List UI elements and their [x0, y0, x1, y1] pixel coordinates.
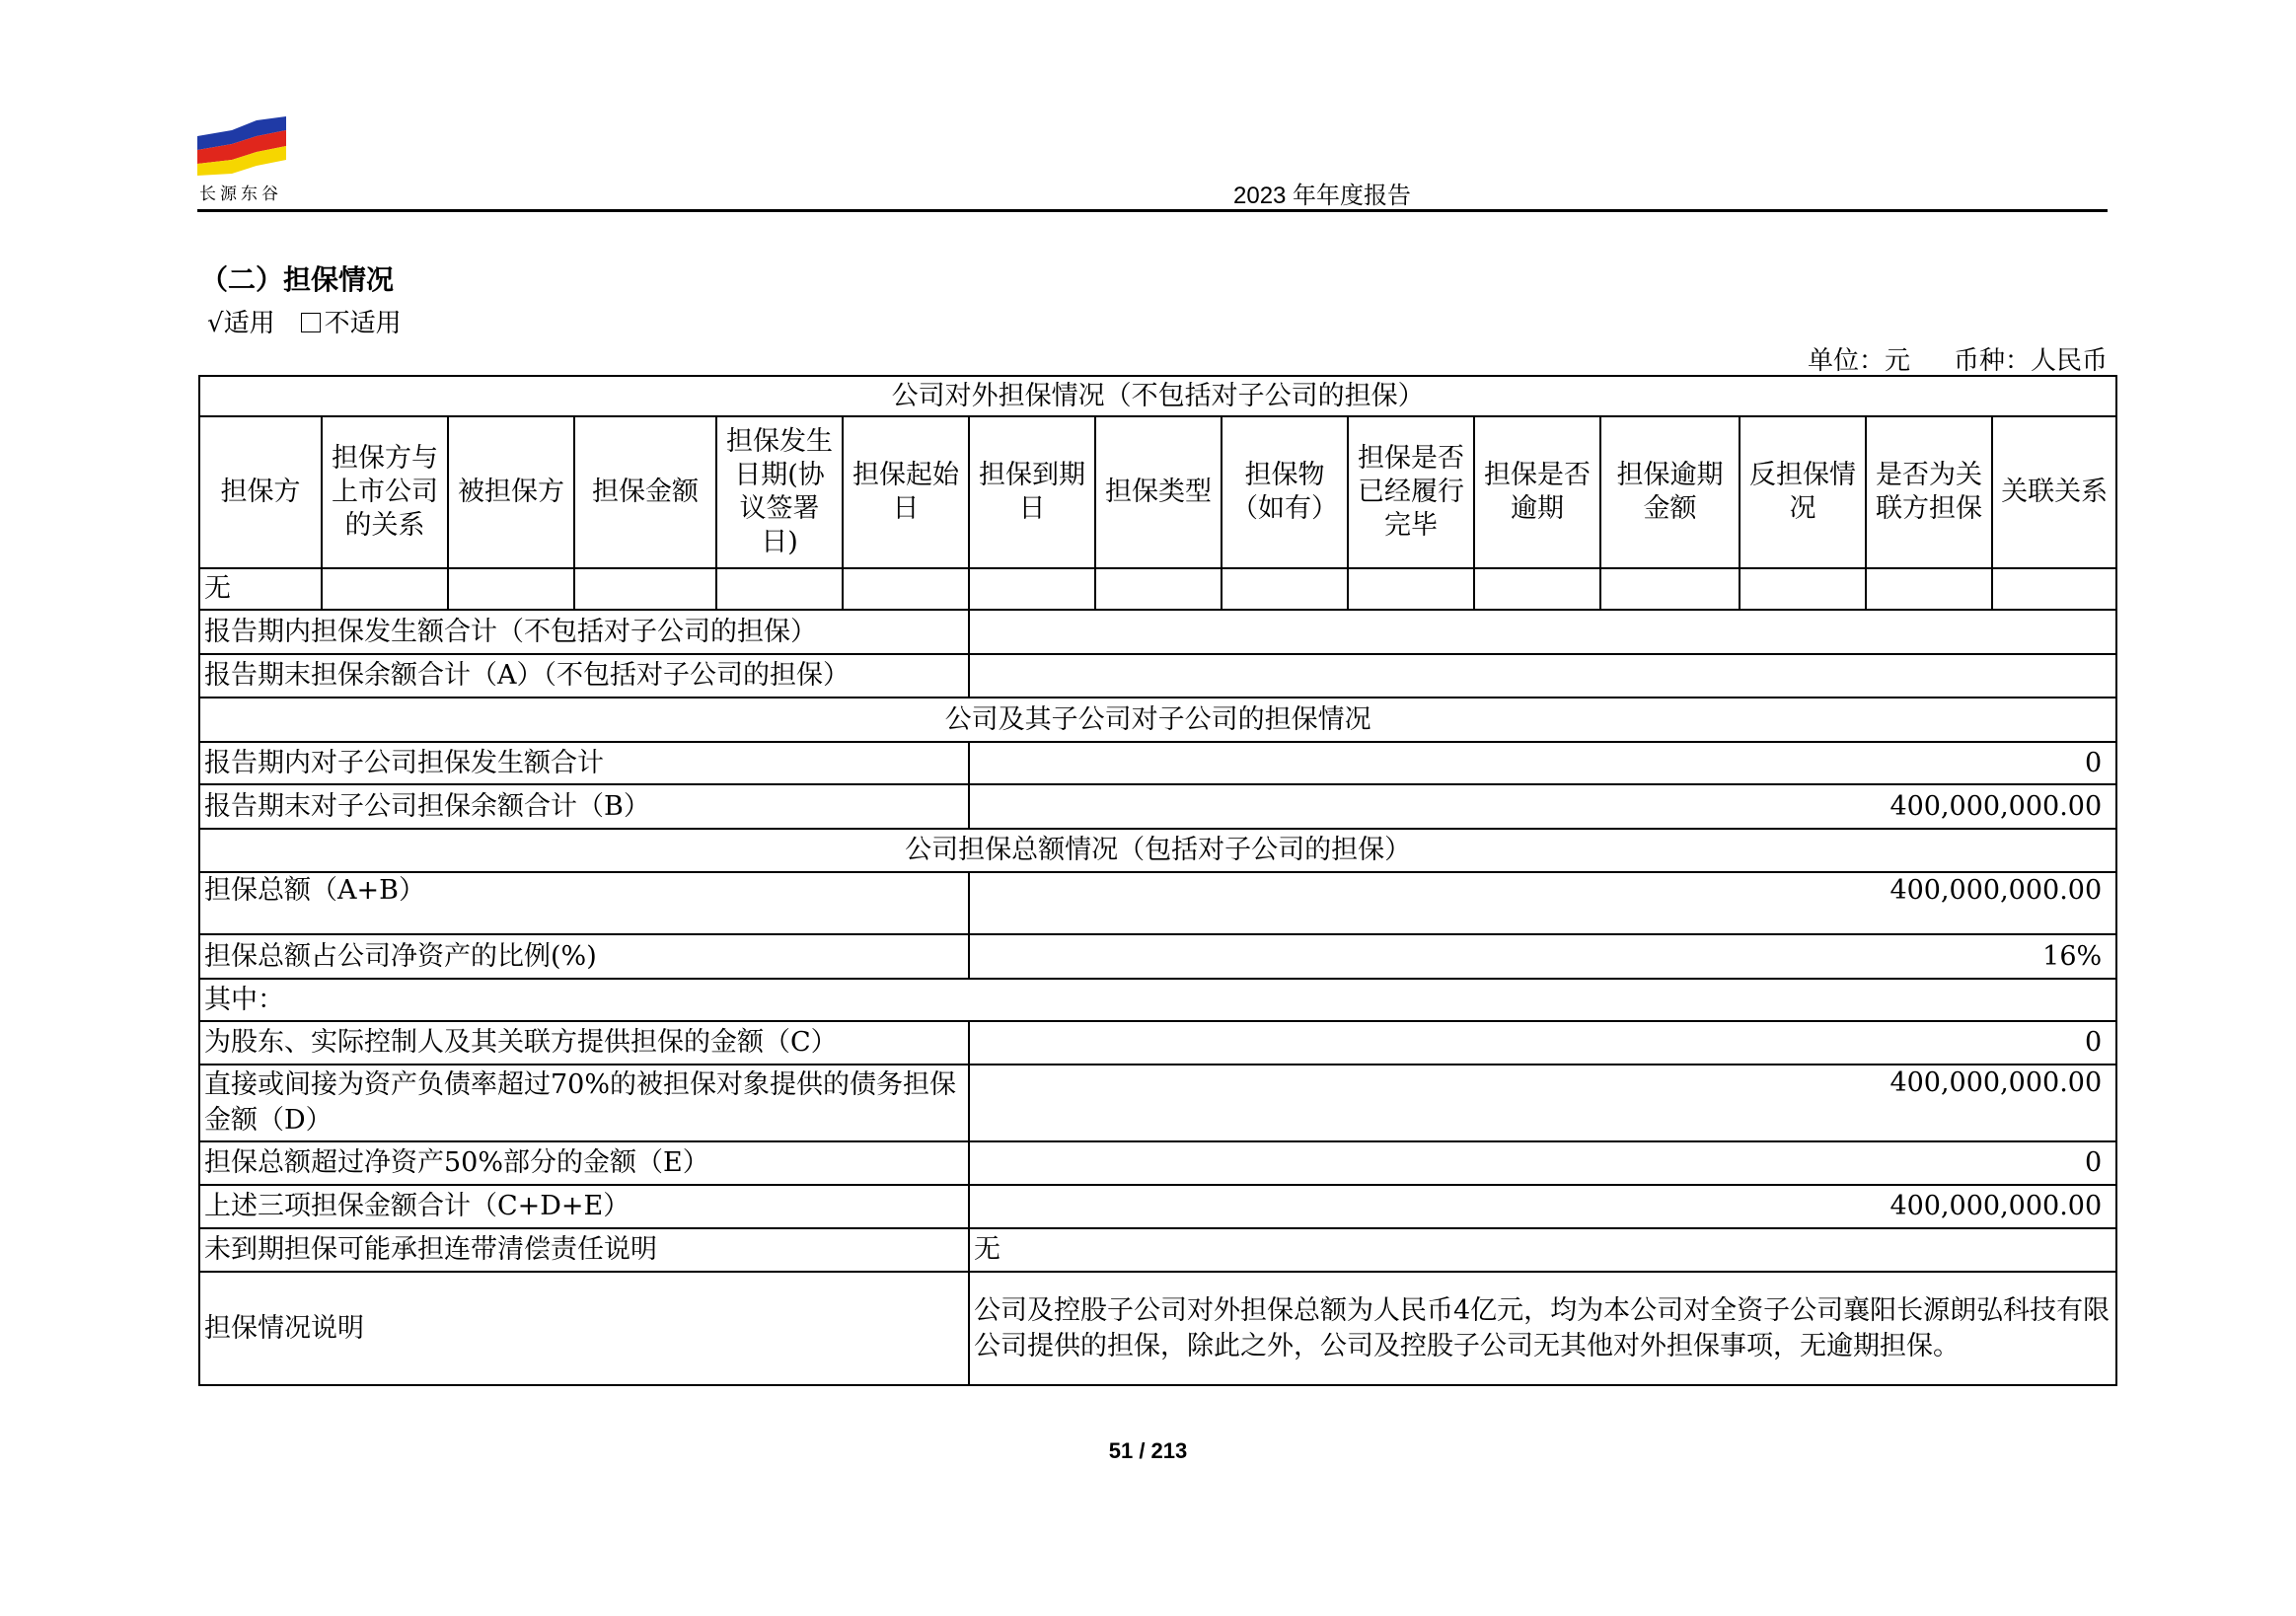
unit-label: 单位：元 — [1807, 346, 1910, 376]
row-value: 0 — [969, 742, 2116, 784]
subsidiary-guarantee-title: 公司及其子公司对子公司的担保情况 — [199, 698, 2116, 742]
column-header: 担保到期日 — [969, 416, 1095, 568]
table-row — [199, 1141, 2116, 1185]
row-label: 担保情况说明 — [199, 1272, 969, 1385]
column-header: 担保方 — [199, 416, 322, 568]
external-guarantee-title: 公司对外担保情况（不包括对子公司的担保） — [199, 376, 2116, 416]
column-header: 担保逾期金额 — [1600, 416, 1740, 568]
not-applicable-option: 不适用 — [324, 309, 402, 338]
table-cell: 无 — [199, 568, 322, 610]
row-label: 报告期末担保余额合计（A）（不包括对子公司的担保） — [199, 654, 969, 698]
unit-currency-line — [1808, 340, 2108, 377]
column-header: 担保是否已经履行完毕 — [1348, 416, 1474, 568]
column-header: 担保起始日 — [843, 416, 969, 568]
row-value: 16% — [969, 934, 2116, 979]
column-header: 担保方与上市公司的关系 — [322, 416, 448, 568]
table-row — [199, 872, 2116, 934]
row-value: 公司及控股子公司对外担保总额为人民币4亿元，均为本公司对全资子公司襄阳长源朗弘科技有限公司提供的担保，除此之外，公司及控股子公司无其他对外担保事项，无逾期担保。 — [969, 1272, 2116, 1385]
row-value — [969, 654, 2116, 698]
column-header: 担保物（如有） — [1222, 416, 1348, 568]
row-label: 直接或间接为资产负债率超过70%的被担保对象提供的债务担保金额（D） — [199, 1065, 969, 1141]
row-label: 其中： — [199, 979, 2116, 1021]
table-row — [199, 979, 2116, 1021]
column-header: 担保类型 — [1095, 416, 1222, 568]
table-row — [199, 1065, 2116, 1141]
column-header: 担保金额 — [574, 416, 716, 568]
row-label: 上述三项担保金额合计（C+D+E） — [199, 1185, 969, 1228]
row-label: 报告期内对子公司担保发生额合计 — [199, 742, 969, 784]
column-header: 被担保方 — [448, 416, 574, 568]
header-divider — [197, 209, 2108, 212]
row-label: 担保总额超过净资产50%部分的金额（E） — [199, 1141, 969, 1185]
row-label: 报告期内担保发生额合计（不包括对子公司的担保） — [199, 610, 969, 654]
row-value: 无 — [969, 1228, 2116, 1272]
checkbox-icon — [301, 313, 321, 332]
column-header: 担保是否逾期 — [1474, 416, 1600, 568]
table-row — [199, 568, 2116, 610]
row-value — [969, 610, 2116, 654]
table-row — [199, 1272, 2116, 1385]
row-label: 未到期担保可能承担连带清偿责任说明 — [199, 1228, 969, 1272]
guarantee-table — [198, 375, 2117, 1386]
row-value: 400,000,000.00 — [969, 1185, 2116, 1228]
row-value: 400,000,000.00 — [969, 784, 2116, 829]
row-value: 0 — [969, 1021, 2116, 1065]
company-logo — [197, 116, 286, 176]
column-header: 反担保情况 — [1740, 416, 1866, 568]
table-row — [199, 1185, 2116, 1228]
table-row — [199, 654, 2116, 698]
row-label: 为股东、实际控制人及其关联方提供担保的金额（C） — [199, 1021, 969, 1065]
row-value: 0 — [969, 1141, 2116, 1185]
row-label: 报告期末对子公司担保余额合计（B） — [199, 784, 969, 829]
table-row — [199, 784, 2116, 829]
table-row — [199, 610, 2116, 654]
table-row — [199, 1021, 2116, 1065]
table-row — [199, 742, 2116, 784]
row-label: 担保总额占公司净资产的比例(%) — [199, 934, 969, 979]
row-value: 400,000,000.00 — [969, 872, 2116, 934]
applicable-option: √适用 — [207, 309, 275, 338]
total-guarantee-title: 公司担保总额情况（包括对子公司的担保） — [199, 829, 2116, 872]
row-value: 400,000,000.00 — [969, 1065, 2116, 1141]
page-number: 51 / 213 — [1108, 1438, 1188, 1463]
column-header: 是否为关联方担保 — [1866, 416, 1992, 568]
row-label: 担保总额（A+B） — [199, 872, 969, 934]
section-title: （二）担保情况 — [200, 263, 395, 296]
column-header: 担保发生日期(协议签署日) — [716, 416, 843, 568]
currency-label: 币种：人民币 — [1953, 346, 2108, 376]
report-title: 2023 年年度报告 — [1233, 183, 1412, 209]
table-row — [199, 934, 2116, 979]
column-header: 关联关系 — [1992, 416, 2116, 568]
applicability-options — [207, 303, 402, 339]
table-row — [199, 1228, 2116, 1272]
company-name: 长源东谷 — [199, 184, 282, 204]
